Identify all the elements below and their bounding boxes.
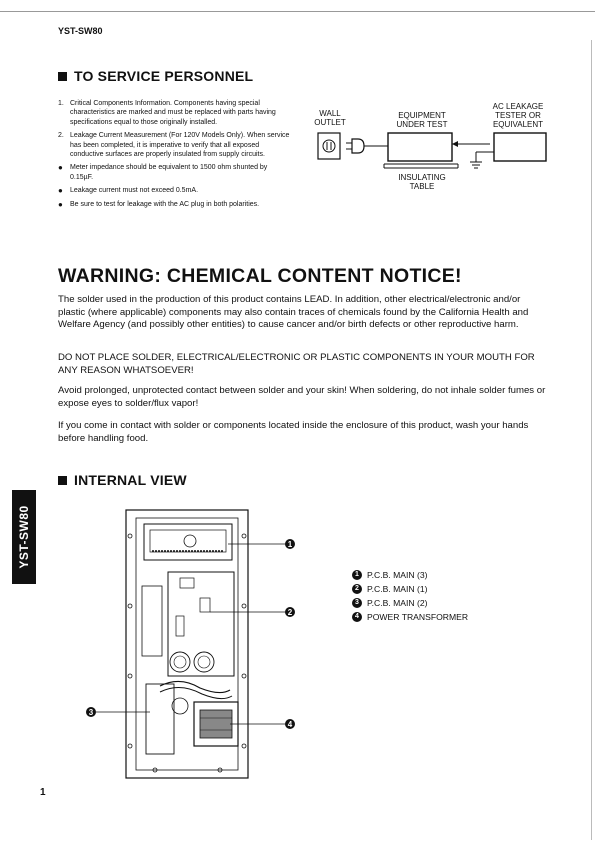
insulating-table [384,164,458,168]
callout-lines [96,544,286,724]
model-header: YST-SW80 [58,26,103,36]
legend-label-2: P.C.B. MAIN (1) [367,584,428,594]
pcb-main-1 [168,572,234,676]
callout-4 [285,719,295,729]
warning-title: WARNING: CHEMICAL CONTENT NOTICE! [58,265,462,287]
legend-label-4: POWER TRANSFORMER [367,612,469,622]
bullet-icon: ● [58,186,63,196]
service-bullet-1: ● Meter impedance should be equivalent to 1500 ohm shunted by 0.15µF. [58,163,268,181]
legend-label-3: P.C.B. MAIN (2) [367,598,428,608]
service-section-title: TO SERVICE PERSONNEL [74,68,254,84]
heading-square-icon [58,72,67,81]
svg-text:3: 3 [88,708,94,717]
tester-label-2: TESTER OR [495,111,541,120]
wall-outlet-label-2: OUTLET [314,118,346,127]
callout-1 [285,539,295,549]
callout-2 [285,607,295,617]
internal-view-heading [58,472,187,488]
svg-text:4: 4 [287,720,293,729]
legend-item-4 [352,610,468,624]
equipment-label-2: UNDER TEST [396,120,448,129]
callout-3 [86,707,96,717]
equipment-box [388,133,452,161]
warning-paragraph-2: DO NOT PLACE SOLDER, ELECTRICAL/ELECTRONIC OR PLASTIC COMPONENTS IN YOUR MOUTH FOR ANY REASON WHATSOEVER! [58,352,535,376]
legend-number-3: 3 [352,598,362,608]
bullet-icon: ● [58,199,63,209]
legend-label-1: P.C.B. MAIN (3) [367,570,428,580]
legend-item-3 [352,596,468,610]
leakage-test-diagram [300,100,560,200]
equipment-label-1: EQUIPMENT [398,111,446,120]
right-rule [591,40,592,840]
warning-paragraph-1: The solder used in the production of this product contains LEAD. In addition, other electrical/electronic and/or plastic (where applicable) components may also contain traces of chemicals found by the California Health and Welfare Agency (and possibly other entities) to cause cancer and/or birth defects or other reproductive harm. [58,294,529,331]
legend-item-2 [352,582,468,596]
ground-icon [470,152,494,168]
service-bullet-3: ● Be sure to test for leakage with the AC plug in both polarities. [58,199,260,209]
side-board [142,586,162,656]
internal-view-drawing [80,506,310,784]
heading-square-icon [58,476,67,485]
arrow-icon [452,141,458,147]
legend-number-2: 2 [352,584,362,594]
side-tab-label: YST-SW80 [17,505,31,569]
svg-text:1: 1 [287,540,293,549]
internal-view-legend [352,568,468,624]
internal-view-title: INTERNAL VIEW [74,472,187,488]
plug-icon [346,139,388,153]
legend-item-1 [352,568,468,582]
table-label-2: TABLE [409,182,435,191]
service-section-heading [58,68,253,84]
warning-paragraph-3: Avoid prolonged, unprotected contact between solder and your skin! When soldering, do not inhale solder fumes or expose eyes to solder/flux vapor! [58,385,546,409]
pcb-main-3 [144,524,232,560]
top-rule [0,11,595,12]
tester-label-3: EQUIVALENT [492,120,544,129]
page-number: 1 [40,787,46,798]
tester-label-1: AC LEAKAGE [492,102,544,111]
svg-text:2: 2 [287,608,293,617]
service-bullet-2: ● Leakage current must not exceed 0.5mA. [58,186,199,196]
service-item-2: 2. Leakage Current Measurement (For 120V Models Only). When service has been completed, it is imperative to verify that all exposed conductive surfaces are properly insulated from supply circuits. [58,132,290,159]
legend-number-4: 4 [352,612,362,622]
wall-outlet-label-1: WALL [319,109,341,118]
legend-number-1: 1 [352,570,362,580]
bullet-icon: ● [58,163,63,173]
table-label-1: INSULATING [398,173,446,182]
warning-paragraph-4: If you come in contact with solder or components located inside the enclosure of this product, wash your hands before handling food. [58,420,529,444]
service-instructions [58,99,292,213]
service-item-1: 1. Critical Components Information. Components having special characteristics are marked and must be replaced with parts having specifications equal to those originally installed. [58,100,276,126]
wall-outlet-icon [318,133,340,159]
tester-box [494,133,546,161]
side-tab [12,490,36,584]
